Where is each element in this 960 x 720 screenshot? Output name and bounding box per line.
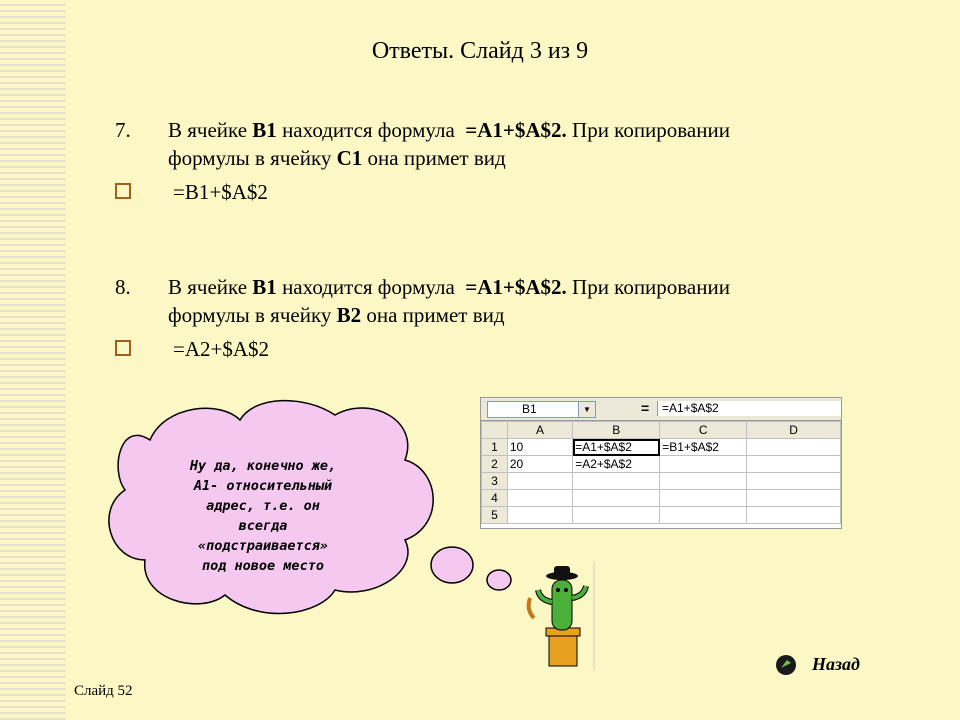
dropdown-arrow-icon: ▼ [578,401,596,418]
slide-title: Ответы. Слайд 3 из 9 [371,38,589,64]
question-number: 7. [115,118,131,142]
column-header: A [507,422,572,439]
cloud-text: Ну да, конечно же, А1- относительный адрес, т.е. он всегда «подстраивается» под новое место [189,458,337,574]
question-text: В ячейке B1 находится формула =A1+$A$2. При копировании формулы в ячейку C1 она примет вид [168,118,730,170]
equals-sign: = [641,400,650,416]
row-header: 2 [482,456,508,473]
slide-number: Слайд 52 [74,683,133,699]
cell: 20 [507,456,572,473]
formula-field: =A1+$A$2 [657,401,842,416]
row-header: 5 [482,507,508,524]
answer-value: =B1+$A$2 [173,180,268,204]
back-link[interactable]: Назад [812,654,860,674]
answer-value: =A2+$A$2 [173,337,270,361]
row-header: 3 [482,473,508,490]
column-header: B [573,422,660,439]
column-header: D [747,422,841,439]
question-text: В ячейке B1 находится формула =A1+$A$2. При копировании формулы в ячейку B2 она примет вид [168,275,730,327]
column-header: C [660,422,747,439]
row-header: 1 [482,439,508,456]
row-header: 4 [482,490,508,507]
question-number: 8. [115,275,131,299]
cell: 10 [507,439,572,456]
cell: =A2+$A$2 [573,456,660,473]
name-box: B1 [487,401,579,418]
cactus-character-icon [522,562,602,672]
back-arrow-icon[interactable] [775,654,797,676]
cell-selected: =A1+$A$2 [573,439,660,456]
cell: =B1+$A$2 [660,439,747,456]
